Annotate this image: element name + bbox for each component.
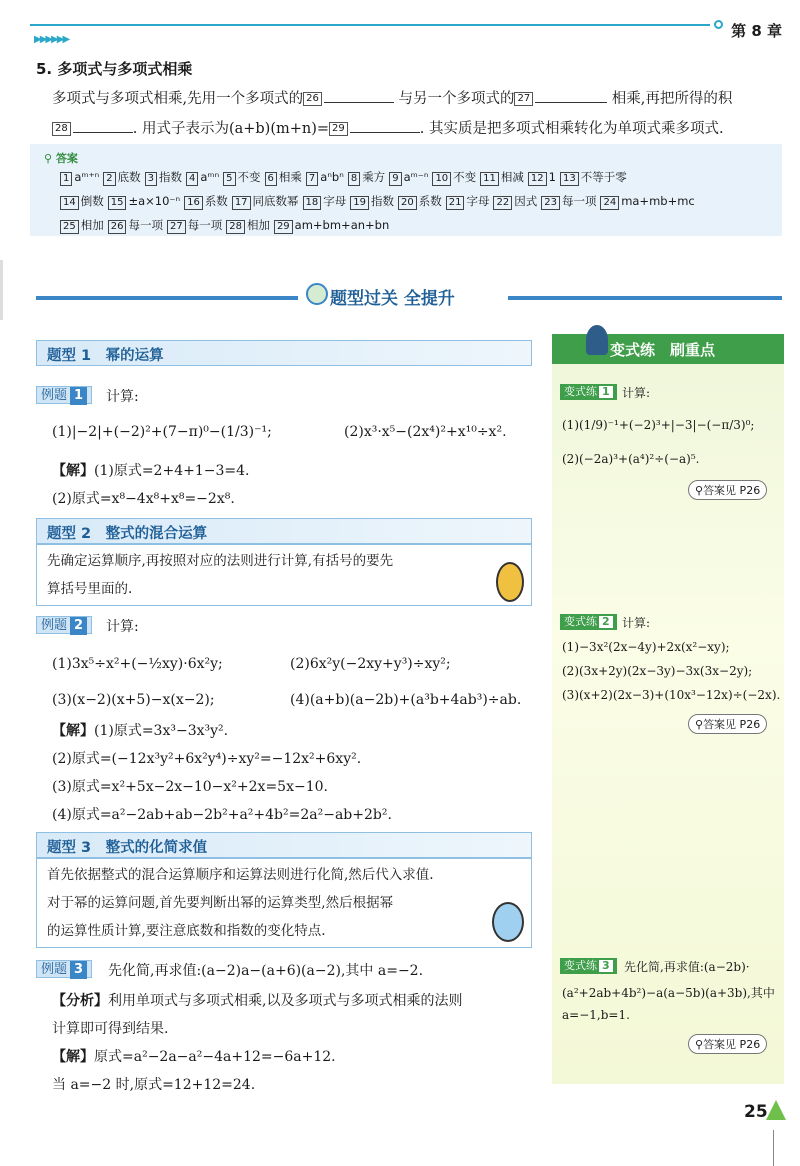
answer-number: 4 <box>186 172 198 186</box>
answer-number: 8 <box>348 172 360 186</box>
answer-row <box>60 190 780 214</box>
key-icon: ⚲ <box>695 718 704 731</box>
answer-item <box>432 166 476 188</box>
practice-header-title: 变式练 刷重点 <box>610 341 716 359</box>
answer-number: 3 <box>145 172 157 186</box>
answer-number: 27 <box>167 220 186 234</box>
section-5-title: 5. 多项式与多项式相乘 <box>36 60 193 78</box>
practice-1-q2: (2)(−2a)³+(a⁴)²÷(−a)⁵. <box>562 452 700 466</box>
example-2-q4: (4)(a+b)(a−2b)+(a³b+4ab³)÷ab. <box>290 692 522 708</box>
answer-number: 16 <box>184 196 203 210</box>
answer-item <box>60 214 104 236</box>
answer-number: 10 <box>432 172 451 186</box>
answer-number: 17 <box>232 196 251 210</box>
banner-rule-right <box>508 296 782 300</box>
s5-text-4: . 用式子表示为(a+b)(m+n)= <box>132 121 330 137</box>
type-2-title: 题型 2 整式的混合运算 <box>47 526 208 542</box>
example-1-prompt: 计算: <box>106 389 139 405</box>
answer-tag: ⚲ 答案 <box>44 152 78 165</box>
answer-item <box>306 166 344 188</box>
blank-29[interactable] <box>350 117 420 133</box>
example-3-prompt: 先化简,再求值:(a−2)a−(a+6)(a−2),其中 a=−2. <box>108 963 424 979</box>
example-3-solution-2: 当 a=−2 时,原式=12+12=24. <box>52 1077 256 1093</box>
type-3-header <box>36 832 532 858</box>
answer-item <box>103 166 140 188</box>
header-arrows-icon: ▶▶▶▶▶▶ <box>34 34 69 45</box>
answer-number: 23 <box>541 196 560 210</box>
practice-3-prompt: 先化简,再求值:(a−2b)· <box>624 960 750 974</box>
answer-text: 指数 <box>159 170 182 184</box>
answer-item <box>541 190 596 212</box>
answer-item <box>223 166 260 188</box>
answer-text: 相加 <box>246 218 270 232</box>
practice-2-q3: (3)(x+2)(2x−3)+(10x³−12x)÷(−2x). <box>562 688 781 702</box>
example-2-q1: (1)3x⁵÷x²+(−½xy)·6x²y; <box>52 656 223 672</box>
answer-number: 19 <box>350 196 369 210</box>
type-3-note-line-3: 的运算性质计算,要注意底数和指数的变化特点. <box>47 923 326 939</box>
answer-number: 9 <box>389 172 401 186</box>
header-rule <box>30 24 710 26</box>
answer-text: 每一项 <box>187 218 223 232</box>
answer-item <box>350 190 394 212</box>
answer-item <box>232 190 299 212</box>
answer-text: 乘方 <box>362 170 386 184</box>
example-2-solution-3: (3)原式=x²+5x−2x−10−x²+2x=5x−10. <box>52 779 328 795</box>
answer-item <box>60 190 104 212</box>
answer-list <box>60 166 780 238</box>
answer-text: 相加 <box>80 218 104 232</box>
s5-text-5: . 其实质是把多项式相乘转化为单项式乘多项式. <box>419 121 724 137</box>
practice-3-line-2: (a²+2ab+4b²)−a(a−5b)(a+3b),其中 <box>562 986 775 1000</box>
practice-3-answer-link[interactable]: ⚲答案见 P26 <box>688 1034 767 1054</box>
type-2-note-line-1: 先确定运算顺序,再按照对应的法则进行计算,有括号的要先 <box>47 553 394 569</box>
banner-rule-left <box>36 296 298 300</box>
answer-item <box>186 166 219 188</box>
answer-number: 18 <box>303 196 322 210</box>
answer-number: 11 <box>480 172 499 186</box>
page-number: 25 <box>744 1102 768 1122</box>
magnifier-mascot-icon <box>492 902 524 942</box>
key-icon: ⚲ <box>695 1038 704 1051</box>
type-3-note <box>36 858 532 948</box>
answer-text: 因式 <box>514 194 538 208</box>
example-2-solution-1: 【解】(1)原式=3x³−3x³y². <box>52 723 229 739</box>
answer-text: 倒数 <box>80 194 104 208</box>
practice-3-tag: 变式练 3 <box>560 958 617 974</box>
answer-number: 26 <box>108 220 127 234</box>
practice-2-q1: (1)−3x²(2x−4y)+2x(x²−xy); <box>562 640 730 654</box>
type-1-title: 题型 1 幂的运算 <box>47 348 164 364</box>
blank-27-number: 27 <box>514 92 533 106</box>
practice-1-tag: 变式练 1 <box>560 384 617 400</box>
answer-text: 字母 <box>466 194 490 208</box>
answer-text: 系数 <box>204 194 228 208</box>
answer-number: 1 <box>60 172 72 186</box>
answer-text: aᵐ⁺ⁿ <box>74 170 100 184</box>
answer-number: 12 <box>528 172 547 186</box>
answer-text: 不等于零 <box>580 170 627 184</box>
answer-number: 15 <box>108 196 127 210</box>
footer-rule <box>773 1130 774 1166</box>
answer-number: 29 <box>274 220 293 234</box>
answer-number: 7 <box>306 172 318 186</box>
example-3-analysis-1: 【分析】利用单项式与多项式相乘,以及多项式与多项式相乘的法则 <box>52 993 463 1009</box>
answer-text: 底数 <box>117 170 141 184</box>
practice-2-tag: 变式练 2 <box>560 614 617 630</box>
answer-item <box>167 214 222 236</box>
banner-title: 题型过关 全提升 <box>330 289 455 309</box>
answer-text: 1 <box>548 170 556 184</box>
answer-item <box>145 166 182 188</box>
answer-item <box>265 166 302 188</box>
answer-text: 相减 <box>500 170 524 184</box>
answer-number: 22 <box>493 196 512 210</box>
key-icon: ⚲ <box>695 484 704 497</box>
key-icon: ⚲ <box>44 152 53 165</box>
answer-item <box>60 166 99 188</box>
blank-26[interactable] <box>324 87 394 103</box>
section-5-body <box>52 84 782 144</box>
answer-text: 每一项 <box>128 218 163 232</box>
answer-number: 25 <box>60 220 79 234</box>
example-1-tag: 例题 1 <box>36 386 92 404</box>
answer-number: 2 <box>103 172 115 186</box>
answer-item <box>108 190 180 212</box>
answer-item <box>446 190 490 212</box>
blank-27[interactable] <box>535 87 607 103</box>
header-dot-icon <box>714 20 723 29</box>
s5-text-2: 与另一个多项式的 <box>398 91 515 107</box>
answer-item <box>600 190 694 212</box>
answer-number: 6 <box>265 172 277 186</box>
answer-number: 21 <box>446 196 465 210</box>
answer-item <box>226 214 270 236</box>
practice-1-answer-link[interactable]: ⚲答案见 P26 <box>688 480 767 500</box>
answer-row <box>60 214 780 238</box>
answer-text: am+bm+an+bn <box>294 218 390 232</box>
blank-28[interactable] <box>73 117 133 133</box>
answer-text: 相乘 <box>278 170 302 184</box>
answer-text: 系数 <box>418 194 442 208</box>
s5-text-1: 多项式与多项式相乘,先用一个多项式的 <box>52 91 304 107</box>
example-2-prompt: 计算: <box>106 619 139 635</box>
example-2-solution-4: (4)原式=a²−2ab+ab−2b²+a²+4b²=2a²−ab+2b². <box>52 807 392 823</box>
student-icon <box>586 325 608 355</box>
answer-item <box>480 166 524 188</box>
page-logo-icon <box>766 1100 786 1120</box>
example-1-solution-1: 【解】(1)原式=2+4+1−3=4. <box>52 463 250 479</box>
type-2-header <box>36 518 532 544</box>
answer-text: aᵐⁿ <box>200 170 220 184</box>
answer-item <box>389 166 428 188</box>
type-2-note-line-2: 算括号里面的. <box>47 581 133 597</box>
practice-2-q2: (2)(3x+2y)(2x−3y)−3x(3x−2y); <box>562 664 753 678</box>
answer-text: ±a×10⁻ⁿ <box>128 194 181 208</box>
banner-globe-icon <box>306 283 328 305</box>
answer-item <box>493 190 537 212</box>
answer-text: 不变 <box>453 170 477 184</box>
answer-number: 5 <box>223 172 235 186</box>
answer-text: 指数 <box>371 194 395 208</box>
practice-1-prompt: 计算: <box>622 386 651 400</box>
practice-3-line-3: a=−1,b=1. <box>562 1008 630 1022</box>
example-3-analysis-2: 计算即可得到结果. <box>52 1021 169 1037</box>
example-2-q2: (2)6x²y(−2xy+y³)÷xy²; <box>290 656 451 672</box>
example-3-solution-1: 【解】原式=a²−2a−a²−4a+12=−6a+12. <box>52 1049 336 1065</box>
answer-item <box>528 166 556 188</box>
s5-text-3: 相乘,再把所得的积 <box>611 91 733 107</box>
answer-text: aⁿbⁿ <box>320 170 344 184</box>
answer-number: 14 <box>60 196 79 210</box>
blank-26-number: 26 <box>303 92 322 106</box>
answer-text: 不变 <box>237 170 261 184</box>
page-edge-mark <box>0 260 3 320</box>
practice-1-q1: (1)(1/9)⁻¹+(−2)³+|−3|−(−π/3)⁰; <box>562 418 755 432</box>
answer-text: 同底数幂 <box>252 194 299 208</box>
answer-item <box>274 214 389 236</box>
answer-text: aᵐ⁻ⁿ <box>403 170 429 184</box>
answer-number: 28 <box>226 220 245 234</box>
blank-29-number: 29 <box>329 122 348 136</box>
chapter-label: 第 8 章 <box>731 22 782 40</box>
answer-text: ma+mb+mc <box>621 194 695 208</box>
answer-text: 每一项 <box>561 194 597 208</box>
type-3-note-line-1: 首先依据整式的混合运算顺序和运算法则进行化简,然后代入求值. <box>47 867 434 883</box>
example-2-q3: (3)(x−2)(x+5)−x(x−2); <box>52 692 215 708</box>
type-3-title: 题型 3 整式的化简求值 <box>47 840 208 856</box>
answer-item <box>348 166 385 188</box>
answer-number: 24 <box>600 196 619 210</box>
answer-item <box>398 190 442 212</box>
mascot-icon <box>496 562 524 602</box>
practice-2-answer-link[interactable]: ⚲答案见 P26 <box>688 714 767 734</box>
type-2-note <box>36 544 532 606</box>
answer-text: 字母 <box>323 194 347 208</box>
example-2-tag: 例题 2 <box>36 616 92 634</box>
answer-row <box>60 166 780 190</box>
example-2-solution-2: (2)原式=(−12x³y²+6x²y⁴)÷xy²=−12x²+6xy². <box>52 751 362 767</box>
answer-item <box>184 190 228 212</box>
example-1-solution-2: (2)原式=x⁸−4x⁸+x⁸=−2x⁸. <box>52 491 235 507</box>
type-1-header <box>36 340 532 366</box>
answer-number: 20 <box>398 196 417 210</box>
example-3-tag: 例题 3 <box>36 960 92 978</box>
answer-number: 13 <box>560 172 579 186</box>
blank-28-number: 28 <box>52 122 71 136</box>
type-3-note-line-2: 对于幂的运算问题,首先要判断出幂的运算类型,然后根据幂 <box>47 895 394 911</box>
example-1-q1: (1)|−2|+(−2)²+(7−π)⁰−(1/3)⁻¹; <box>52 424 272 440</box>
answer-item <box>108 214 163 236</box>
example-1-q2: (2)x³·x⁵−(2x⁴)²+x¹⁰÷x². <box>344 424 507 440</box>
answer-item <box>303 190 347 212</box>
answer-item <box>560 166 627 188</box>
practice-2-prompt: 计算: <box>622 616 651 630</box>
